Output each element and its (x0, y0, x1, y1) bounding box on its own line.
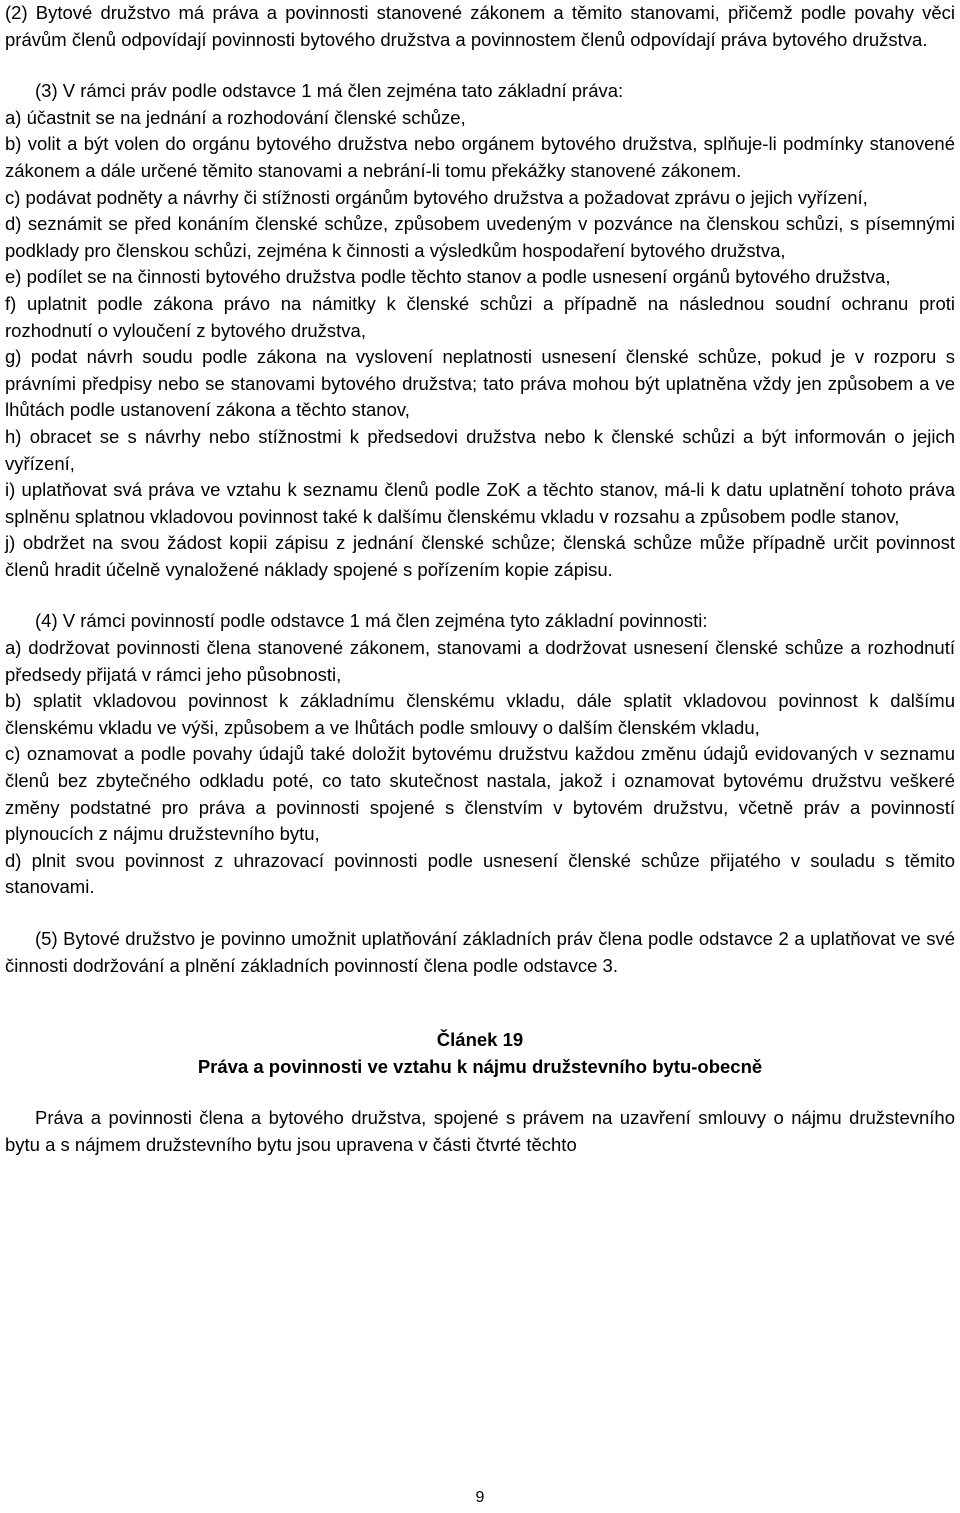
list-item: b) splatit vkladovou povinnost k základnímu členskému vkladu, dále splatit vkladovou povinnost k dalšímu členskému vkladu ve výši, způsobem a ve lhůtách podle smlouvy o dalším členském vkladu, (5, 690, 955, 738)
paragraph-5: (5) Bytové družstvo je povinno umožnit uplatňování základních práv člena podle odstavce 2 a uplatňovat ve své činnosti dodržování a plnění základních povinností člena podle odstavce 3. (5, 928, 955, 976)
list-item: h) obracet se s návrhy nebo stížnostmi k předsedovi družstva nebo k členské schůzi a být informován o jejich vyřízení, (5, 425, 955, 474)
article-19-text: Práva a povinnosti člena a bytového družstva, spojené s právem na uzavření smlouvy o nájmu družstevního bytu a s nájmem družstevního bytu jsou upravena v části čtvrté těchto (5, 1107, 955, 1155)
paragraph-2: (2) Bytové družstvo má práva a povinnosti stanovené zákonem a těmito stanovami, přičemž podle povahy věci právům členů odpovídají povinnosti bytového družstva a povinnostem členů odpovídají práva bytového družstva. (5, 2, 955, 50)
list-item: c) podávat podněty a návrhy či stížnosti orgánům bytového družstva a požadovat zprávu o jejich vyřízení, (5, 186, 868, 208)
paragraph-4-intro: (4) V rámci povinností podle odstavce 1 má člen zejména tyto základní povinnosti: (35, 610, 708, 632)
list-item: f) uplatnit podle zákona právo na námitky k členské schůzi a případně na následnou soudní ochranu proti rozhodnutí o vyloučení z bytového družstva, (5, 292, 955, 341)
list-item: a) dodržovat povinnosti člena stanovené zákonem, stanovami a dodržovat usnesení členské schůze a rozhodnutí předsedy přijatá v rámci jeho působnosti, (5, 637, 955, 685)
list-item: d) seznámit se před konáním členské schůze, způsobem uvedeným v pozvánce na členskou schůzi, s písemnými podklady pro členskou schůzi, zejména k činnosti a výsledkům hospodaření bytového družstva, (5, 213, 955, 261)
list-item: d) plnit svou povinnost z uhrazovací povinnosti podle usnesení členské schůze přijatého v souladu s těmito stanovami. (5, 849, 955, 898)
article-number: Článek 19 (436, 1029, 524, 1051)
list-item: a) účastnit se na jednání a rozhodování členské schůze, (5, 106, 466, 128)
list-item: c) oznamovat a podle povahy údajů také doložit bytovému družstvu každou změnu údajů evidovaných v seznamu členů bez zbytečného odkladu poté, co tato skutečnost nastala, jakož i oznamovat bytovému družstvu veškeré změny podstatné pro práva a povinnosti spojené s členstvím v bytovém družstvu, včetně práv a povinností plynoucích z nájmu družstevního bytu, (5, 743, 955, 845)
list-item: i) uplatňovat svá práva ve vztahu k seznamu členů podle ZoK a těchto stanov, má-li k datu uplatnění tohoto práva splněnu splatnou vkladovou povinnost také k dalšímu členskému vkladu v rozsahu a způsobem podle stanov, (5, 479, 955, 527)
paragraph-3-intro: (3) V rámci práv podle odstavce 1 má člen zejména tato základní práva: (35, 80, 624, 102)
page-number: 9 (475, 1489, 485, 1506)
document-page (5, 0, 955, 1159)
list-item: e) podílet se na činnosti bytového družstva podle těchto stanov a podle usnesení orgánů bytového družstva, (5, 266, 891, 288)
list-item: j) obdržet na svou žádost kopii zápisu z jednání členské schůze; členská schůze může případně určit povinnost členů hradit účelně vynaložené náklady spojené s pořízením kopie zápisu. (5, 532, 955, 580)
list-item: b) volit a být volen do orgánu bytového družstva nebo orgánem bytového družstva, splňuje-li podmínky stanovené zákonem a dále určené těmito stanovami a nebrání-li tomu překážky stanovené zákonem. (5, 133, 955, 181)
list-item: g) podat návrh soudu podle zákona na vyslovení neplatnosti usnesení členské schůze, pokud je v rozporu s právními předpisy nebo se stanovami bytového družstva; tato práva mohou být uplatněna vždy jen způsobem a ve lhůtách podle ustanovení zákona a těchto stanov, (5, 346, 955, 421)
article-title: Práva a povinnosti ve vztahu k nájmu družstevního bytu-obecně (197, 1055, 763, 1077)
